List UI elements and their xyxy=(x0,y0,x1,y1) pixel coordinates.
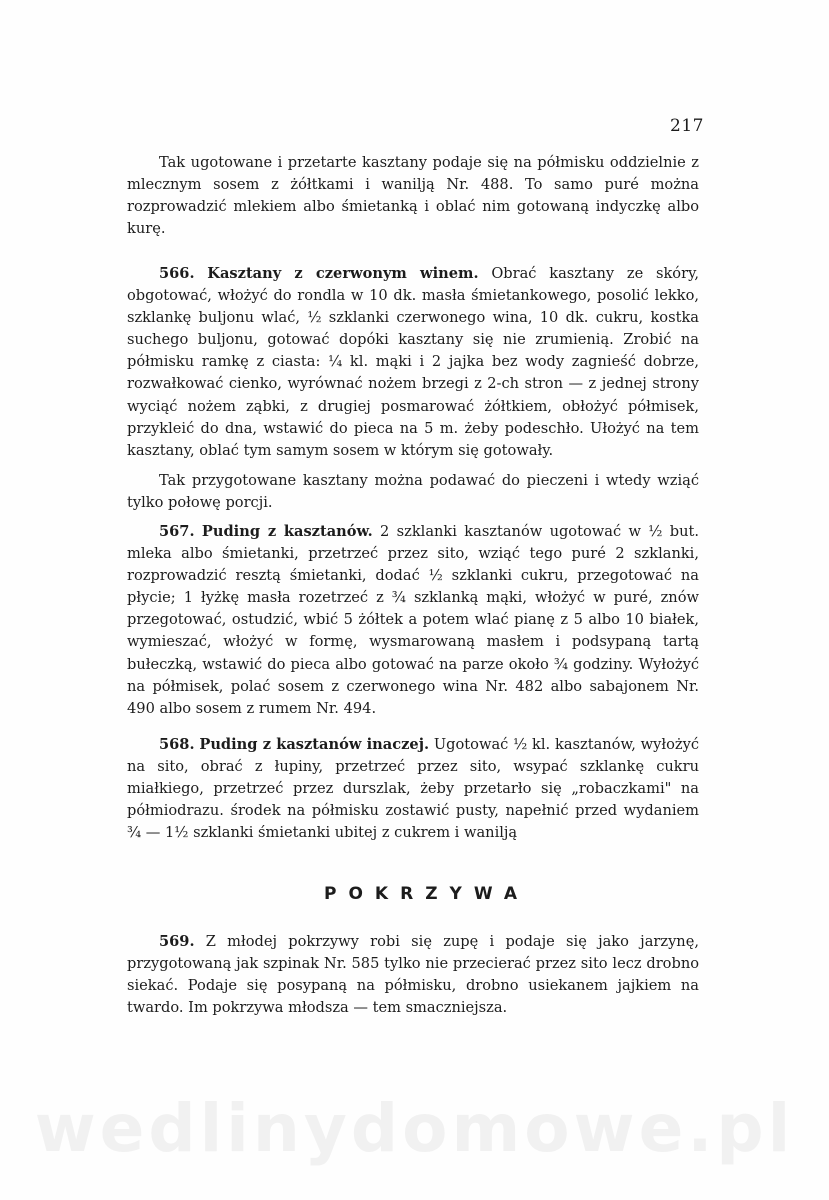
recipe-569-number: 569. xyxy=(159,933,195,950)
recipe-566-paragraph xyxy=(127,263,699,462)
recipe-568 xyxy=(127,734,699,844)
intro-paragraph-block xyxy=(127,152,699,240)
recipe-566-extra: Tak przygotowane kasztany można podawać do pieczeni i wtedy wziąć tylko połowę porcji. xyxy=(127,471,699,511)
recipe-567 xyxy=(127,521,699,720)
watermark: wedlinydomowe.pl xyxy=(34,1090,795,1167)
recipe-568-number: 568. xyxy=(159,736,195,753)
recipe-566-number: 566. xyxy=(159,265,195,282)
recipe-567-text: 2 szklanki kasztanów ugotować w ½ but. mleka albo śmietanki, przetrzeć przez sito, wziąć tego puré 2 szklanki, rozprowadzić resztą śmietanki, dodać ½ szklanki cukru, przegotować na płycie; 1 łyżkę masła rozetrzeć z ¾ szklanką mąki, włożyć w puré, znów przegotować, ostudzić, wbić 5 żółtek a potem wlać pianę z 5 albo 10 białek, wymieszać, włożyć w formę, wysmarowaną masłem i podsypaną tartą bułeczką, wstawić do pieca albo gotować na parze około ¾ godziny. Wyłożyć na półmisek, polać sosem z czerwonego wina Nr. 482 albo sabajonem Nr. 490 albo sosem z rumem Nr. 494. xyxy=(127,523,700,717)
recipe-568-text: Ugotować ½ kl. kasztanów, wyłożyć na sito, obrać z łupiny, przetrzeć przez sito, wsypać szklankę cukru miałkiego, przetrzeć przez durszlak, żeby przetarło się „robaczkami" na półmiodrazu. środek na półmisku zostawić pusty, napełnić przed wydaniem ¾ — 1½ szklanki śmietanki ubitej z cukrem i wanilją xyxy=(127,736,699,842)
page-number: 217 xyxy=(670,116,704,136)
recipe-569-paragraph xyxy=(127,931,699,1019)
recipe-566-title: Kasztany z czerwonym winem. xyxy=(207,265,479,282)
recipe-569 xyxy=(127,931,699,1019)
recipe-568-paragraph xyxy=(127,734,699,844)
section-heading: POKRZYWA xyxy=(324,884,529,904)
recipe-567-number: 567. xyxy=(159,523,195,540)
recipe-567-title: Puding z kasztanów. xyxy=(201,523,373,540)
recipe-569-text: Z młodej pokrzywy robi się zupę i podaje się jako jarzynę, przygotowaną jak szpinak Nr. 585 tylko nie przecierać przez sito lecz drobno siekać. Podaje się posypaną na półmisku, drobno usiekanem jajkiem na twardo. Im pokrzywa młodsza — tem smaczniejsza. xyxy=(127,933,699,1017)
intro-paragraph: Tak ugotowane i przetarte kasztany podaje się na półmisku oddzielnie z mlecznym sosem z żółtkami i wanilją Nr. 488. To samo puré można rozprowadzić mlekiem albo śmietanką i oblać nim gotowaną indyczkę albo kurę. xyxy=(127,154,699,238)
recipe-566-text: Obrać kasztany ze skóry, obgotować, włożyć do rondla w 10 dk. masła śmietankowego, posolić lekko, szklankę buljonu wlać, ½ szklanki czerwonego wina, 10 dk. cukru, kostka suchego buljonu, gotować dopóki kasztany się nie zrumienią. Zrobić na półmisku ramkę z ciasta: ¼ kl. mąki i 2 jajka bez wody zagnieść dobrze, rozwałkować cienko, wyrównać nożem brzegi z 2-ch stron — z jednej strony wyciąć nożem ząbki, z drugiej posmarować żółtkiem, obłożyć półmisek, przykleić do dna, wstawić do pieca na 5 m. żeby podeschło. Ułożyć na tem kasztany, oblać tym samym sosem w którym się gotowały. xyxy=(127,265,700,459)
recipe-567-paragraph xyxy=(127,521,699,720)
recipe-566 xyxy=(127,263,699,514)
recipe-568-title: Puding z kasztanów inaczej. xyxy=(199,736,430,753)
